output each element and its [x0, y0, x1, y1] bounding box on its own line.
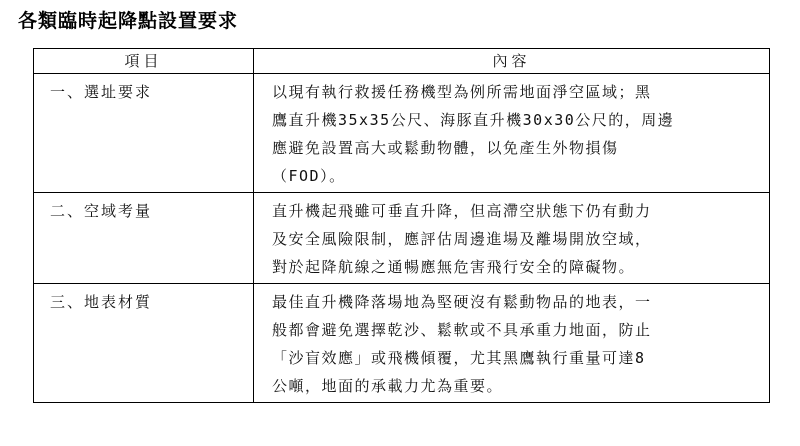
- content-line: （FOD）。: [272, 167, 346, 185]
- content-line: 對於起降航線之通暢應無危害飛行安全的障礙物。: [272, 258, 636, 276]
- row-content-site-selection: [254, 74, 770, 193]
- row-content-airspace: [254, 193, 770, 284]
- content-line: 公噸，地面的承載力尤為重要。: [272, 377, 504, 395]
- content-line: 直升機起飛雖可垂直升降，但高滯空狀態下仍有動力: [272, 202, 652, 220]
- header-content: 內容: [254, 49, 770, 74]
- requirements-table: [33, 48, 770, 403]
- content-line: 最佳直升機降落場地為堅硬沒有鬆動物品的地表，一: [272, 293, 652, 311]
- content-line: 鷹直升機35x35公尺、海豚直升機30x30公尺的，周邊: [272, 111, 675, 129]
- row-content-surface-material: [254, 284, 770, 403]
- row-item-site-selection: 一、選址要求: [34, 74, 254, 193]
- table-row: [34, 74, 770, 193]
- header-item: 項目: [34, 49, 254, 74]
- content-line: 應避免設置高大或鬆動物體，以免產生外物損傷: [272, 139, 619, 157]
- content-line: 以現有執行救援任務機型為例所需地面淨空區域；黑: [272, 83, 652, 101]
- row-item-surface-material: 三、地表材質: [34, 284, 254, 403]
- row-item-airspace: 二、空域考量: [34, 193, 254, 284]
- content-line: 「沙盲效應」或飛機傾覆，尤其黑鷹執行重量可達8: [272, 349, 646, 367]
- content-line: 及安全風險限制，應評估周邊進場及離場開放空域，: [272, 230, 652, 248]
- table-row: [34, 284, 770, 403]
- table-header-row: [34, 49, 770, 74]
- content-line: 般都會避免選擇乾沙、鬆軟或不具承重力地面，防止: [272, 321, 652, 339]
- document-title: 各類臨時起降點設置要求: [18, 10, 239, 32]
- table-row: [34, 193, 770, 284]
